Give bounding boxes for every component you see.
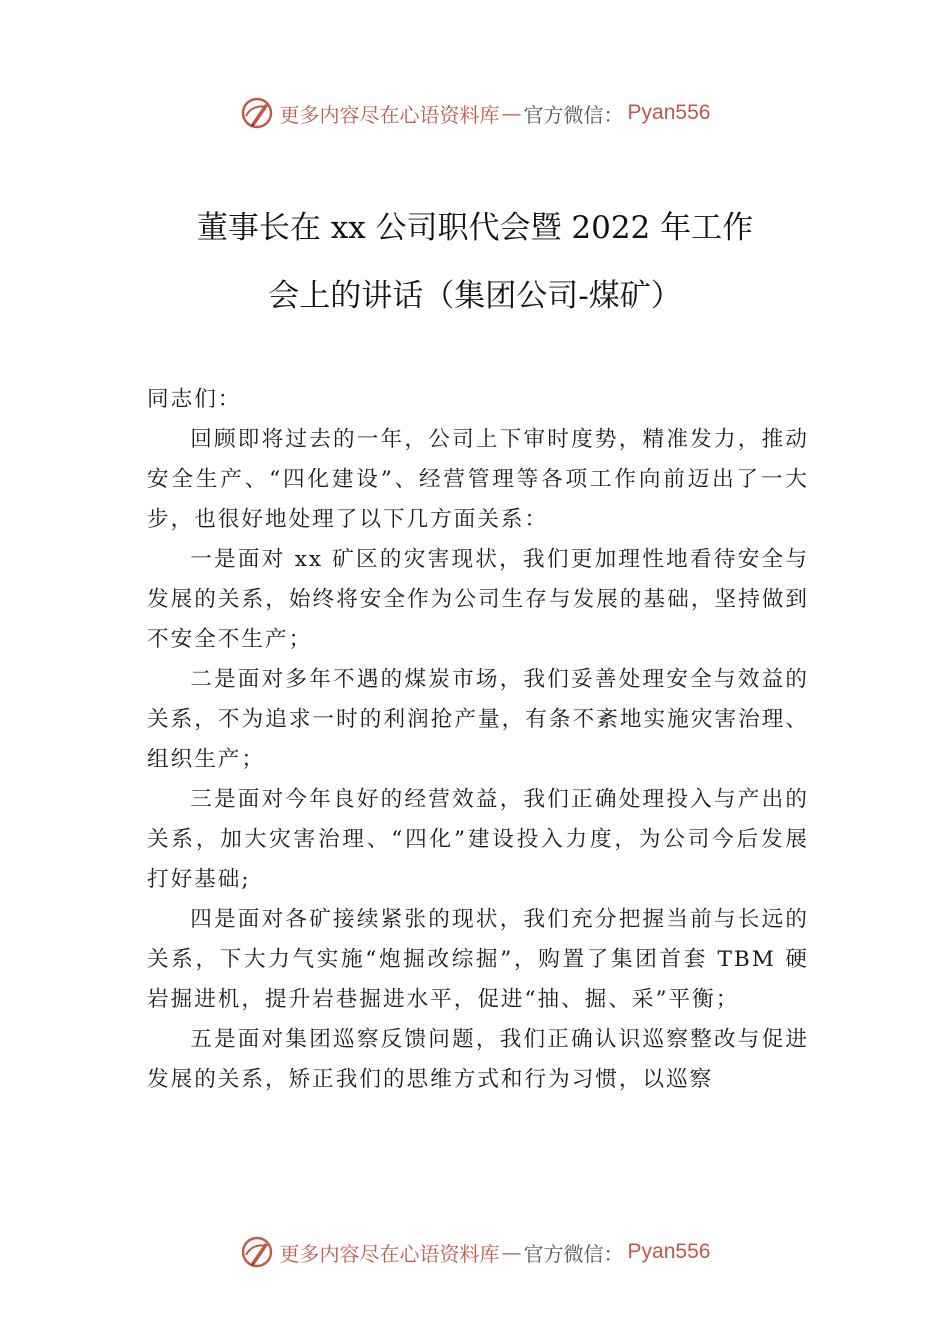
salutation: 同志们： <box>147 387 242 412</box>
banner-wechat-label: 官方微信： <box>523 102 624 127</box>
paragraph: 回顾即将过去的一年，公司上下审时度势，精准发力，推动安全生产、“四化建设”、经营管理等各项工作向前迈出了一大步，也很好地处理了以下几方面关系： <box>147 427 809 532</box>
paragraph: 二是面对多年不遇的煤炭市场，我们妥善处理安全与效益的关系，不为追求一时的利润抢产量，有条不紊地实施灾害治理、组织生产； <box>147 667 809 772</box>
header-banner <box>0 93 950 133</box>
paragraph: 四是面对各矿接续紧张的现状，我们充分把握当前与长远的关系，下大力气实施“炮掘改综掘”，购置了集团首套 TBM 硬岩掘进机，提升岩巷掘进水平，促进“抽、掘、采”平衡； <box>147 907 809 1012</box>
document-body <box>147 380 809 1100</box>
paragraph: 三是面对今年良好的经营效益，我们正确处理投入与产出的关系，加大灾害治理、“四化”建设投入力度，为公司今后发展打好基础; <box>147 787 809 892</box>
document-title-line-2: 会上的讲话（集团公司-煤矿） <box>268 278 682 314</box>
pen-circle-logo-icon <box>240 96 274 130</box>
banner-text: 更多内容尽在心语资料库 <box>279 1241 500 1266</box>
banner-dash: — <box>501 101 522 125</box>
banner-wechat-id: Pyan556 <box>627 1240 711 1263</box>
document-title-line-1: 董事长在 xx 公司职代会暨 2022 年工作 <box>196 210 754 246</box>
banner-dash: — <box>501 1240 522 1264</box>
pen-circle-logo-icon <box>240 1235 274 1269</box>
paragraph: 五是面对集团巡察反馈问题，我们正确认识巡察整改与促进发展的关系，矫正我们的思维方式和行为习惯，以巡察 <box>147 1027 809 1092</box>
paragraph: 一是面对 xx 矿区的灾害现状，我们更加理性地看待安全与发展的关系，始终将安全作为公司生存与发展的基础，坚持做到不安全不生产； <box>147 547 809 652</box>
banner-wechat-id: Pyan556 <box>627 101 711 124</box>
footer-banner <box>0 1232 950 1272</box>
banner-text: 更多内容尽在心语资料库 <box>279 102 500 127</box>
banner-wechat-label: 官方微信： <box>523 1241 624 1266</box>
